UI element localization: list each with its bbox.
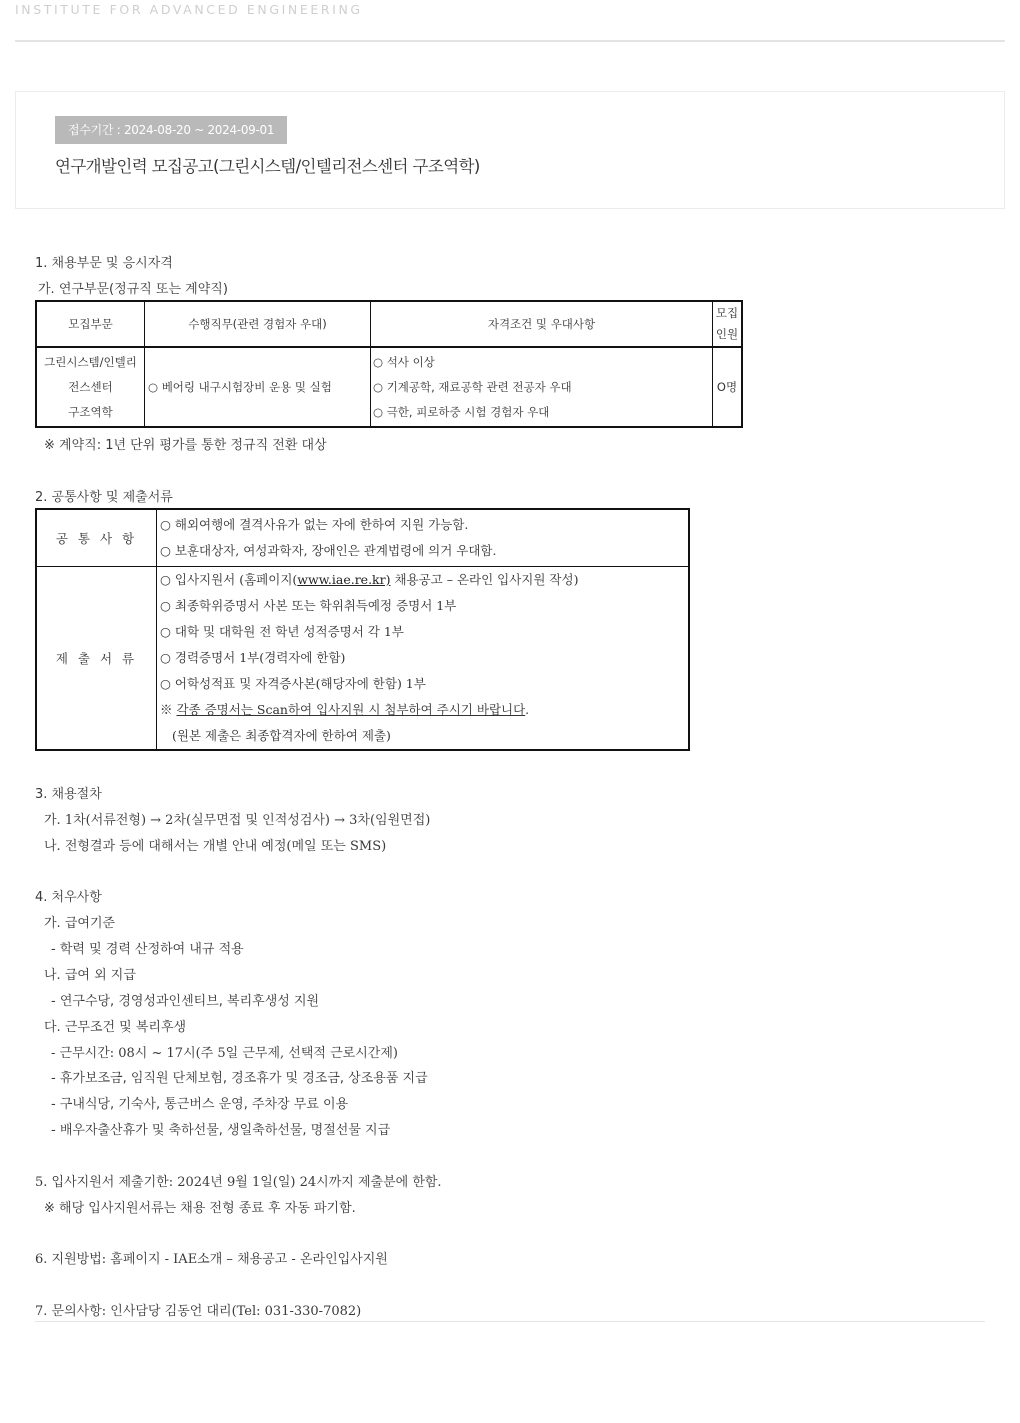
requirements-table: [35, 508, 690, 751]
benefit-line: 다. 근무조건 및 복리후생: [44, 1020, 187, 1035]
benefit-line: 가. 급여기준: [44, 916, 116, 931]
cell-duty: ○ 베어링 내구시험장비 운용 및 실험: [145, 347, 371, 427]
table-row: [36, 347, 742, 427]
benefit-line: - 휴가보조금, 임직원 단체보험, 경조휴가 및 경조금, 상조용품 지급: [51, 1071, 428, 1086]
common-row: [36, 509, 689, 566]
section-1-heading: 1. 채용부문 및 응시자격: [35, 256, 173, 271]
common-item: ○ 보훈대상자, 여성과학자, 장애인은 관계법령에 의거 우대함.: [160, 542, 497, 558]
document-item: [157, 567, 688, 593]
cell-count: O명: [713, 347, 743, 427]
header-count-line: 모집: [715, 306, 739, 320]
site-header: [15, 0, 1005, 42]
document-item-text: ○ 입사지원서 (홈페이지(: [160, 571, 298, 587]
header-duty: 수행직무(관련 경험자 우대): [145, 301, 371, 347]
common-label: 공 통 사 항: [36, 509, 157, 566]
section-5-line: 5. 입사지원서 제출기한: 2024년 9월 1일(일) 24시까지 제출분에 한함.: [35, 1175, 442, 1190]
content-divider: [35, 1321, 985, 1322]
common-item: ○ 해외여행에 결격사유가 없는 자에 한하여 지원 가능함.: [160, 516, 469, 532]
section-1-subheading: 가. 연구부문(정규직 또는 계약직): [38, 282, 228, 297]
process-item: 나. 전형결과 등에 대해서는 개별 안내 예정(메일 또는 SMS): [44, 839, 387, 854]
process-item: 가. 1차(서류전형) → 2차(실무면접 및 인적성검사) → 3차(임원면접): [44, 813, 431, 828]
dept-line: 그린시스템/인텔리: [44, 354, 137, 369]
qual-line: ○ 기계공학, 재료공학 관련 전공자 우대: [373, 379, 572, 394]
qual-line: ○ 석사 이상: [373, 354, 435, 369]
site-title[interactable]: INSTITUTE FOR ADVANCED ENGINEERING: [15, 2, 363, 17]
document-item-text: 채용공고 – 온라인 입사지원 작성): [390, 571, 579, 587]
dept-line: 구조역학: [68, 404, 113, 419]
document-item: ○ 최종학위증명서 사본 또는 학위취득예정 증명서 1부: [160, 597, 457, 613]
period-badge: 접수기간 : 2024-08-20 ~ 2024-09-01: [55, 116, 287, 144]
qual-line: ○ 극한, 피로하중 시험 경험자 우대: [373, 404, 550, 419]
notice-title: 연구개발인력 모집공고(그린시스템/인텔리전스센터 구조역학): [55, 157, 480, 176]
benefit-line: - 구내식당, 기숙사, 통근버스 운영, 주차장 무료 이용: [51, 1097, 349, 1112]
benefit-line: - 근무시간: 08시 ~ 17시(주 5일 근무제, 선택적 근로시간제): [51, 1046, 398, 1061]
section-3-heading: 3. 채용절차: [35, 787, 102, 802]
note-mark: ※: [160, 701, 177, 717]
note-period: .: [525, 701, 530, 717]
benefit-line: - 배우자출산휴가 및 축하선물, 생일축하선물, 명절선물 지급: [51, 1123, 391, 1138]
header-count-line: 인원: [715, 327, 739, 341]
section-7-line: 7. 문의사항: 인사담당 김동언 대리(Tel: 031-330-7082): [35, 1304, 362, 1319]
notice-header: [15, 91, 1005, 209]
dept-line: 전스센터: [68, 379, 113, 394]
common-cell: [157, 509, 690, 566]
recruitment-table: [35, 300, 743, 428]
documents-label: 제 출 서 류: [36, 566, 157, 750]
section-5-note: ※ 해당 입사지원서류는 채용 전형 종료 후 자동 파기함.: [44, 1201, 356, 1216]
header-dept: 모집부문: [36, 301, 145, 347]
section-4-heading: 4. 처우사항: [35, 890, 102, 905]
benefit-line: - 학력 및 경력 산정하여 내규 적용: [51, 942, 244, 957]
documents-row: [36, 566, 689, 750]
cell-dept: [36, 347, 145, 427]
documents-cell: [157, 566, 690, 750]
document-item: ○ 대학 및 대학원 전 학년 성적증명서 각 1부: [160, 623, 404, 639]
section-6-line: 6. 지원방법: 홈페이지 - IAE소개 – 채용공고 - 온라인입사지원: [35, 1252, 388, 1267]
header-count: [713, 301, 743, 347]
benefit-line: 나. 급여 외 지급: [44, 968, 136, 983]
contract-note: ※ 계약직: 1년 단위 평가를 통한 정규직 전환 대상: [44, 438, 327, 453]
table-header-row: [36, 301, 742, 347]
homepage-link[interactable]: www.iae.re.kr): [297, 571, 391, 587]
section-2-heading: 2. 공통사항 및 제출서류: [35, 490, 173, 505]
document-note: [157, 697, 688, 723]
header-quals: 자격조건 및 우대사항: [371, 301, 713, 347]
scan-instruction: 각종 증명서는 Scan하여 입사지원 시 첨부하여 주시기 바랍니다: [176, 701, 526, 717]
document-item: ○ 어학성적표 및 자격증사본(해당자에 한함) 1부: [160, 675, 426, 691]
document-item: ○ 경력증명서 1부(경력자에 한함): [160, 649, 346, 665]
document-note-original: (원본 제출은 최종합격자에 한하여 제출): [172, 727, 391, 743]
benefit-line: - 연구수당, 경영성과인센티브, 복리후생성 지원: [51, 994, 320, 1009]
cell-quals: [371, 347, 713, 427]
